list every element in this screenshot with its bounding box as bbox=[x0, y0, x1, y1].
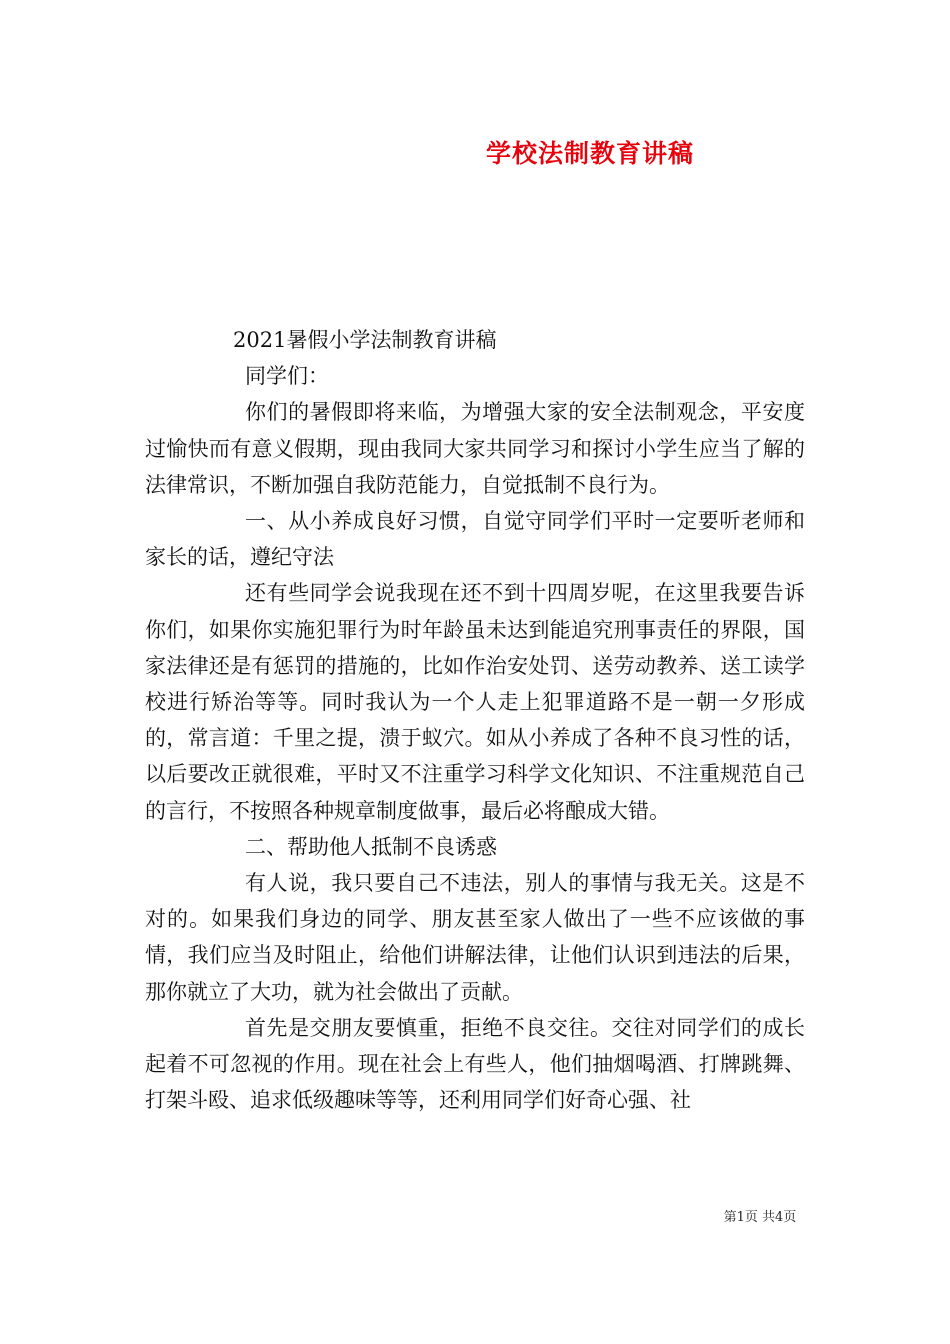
document-title: 学校法制教育讲稿 bbox=[485, 139, 694, 168]
page-number: 第1页 共4页 bbox=[723, 1210, 797, 1225]
paragraph: 有人说，我只要自己不违法，别人的事情与我无关。这是不对的。如果我们身边的同学、朋友甚至家人做出了一些不应该做的事情，我们应当及时阻止，给他们讲解法律，让他们认识到违法的后果，那你就立了大功，就为社会做出了贡献。 bbox=[145, 871, 805, 1004]
document-subtitle: 2021暑假小学法制教育讲稿 bbox=[233, 328, 497, 352]
paragraph: 首先是交朋友要慎重，拒绝不良交往。交往对同学们的成长起着不可忽视的作用。现在社会上有些人，他们抽烟喝酒、打牌跳舞、打架斗殴、追求低级趣味等等，还利用同学们好奇心强、社 bbox=[145, 1015, 805, 1113]
section-heading: 二、帮助他人抵制不良诱惑 bbox=[245, 834, 497, 859]
paragraph: 你们的暑假即将来临，为增强大家的安全法制观念，平安度过愉快而有意义假期，现由我同大家共同学习和探讨小学生应当了解的法律常识，不断加强自我防范能力，自觉抵制不良行为。 bbox=[145, 400, 805, 497]
greeting: 同学们： bbox=[245, 364, 329, 389]
document-body bbox=[145, 322, 805, 1118]
paragraph: 还有些同学会说我现在还不到十四周岁呢，在这里我要告诉你们，如果你实施犯罪行为时年龄虽未达到能追究刑事责任的界限，国家法律还是有惩罚的措施的，比如作治安处罚、送劳动教养、送工读学校进行矫治等等。同时我认为一个人走上犯罪道路不是一朝一夕形成的，常言道：千里之提，溃于蚁穴。如从小养成了各种不良习性的话，以后要改正就很难，平时又不注重学习科学文化知识、不注重规范自己的言行，不按照各种规章制度做事，最后必将酿成大错。 bbox=[145, 581, 805, 823]
section-heading: 一、从小养成良好习惯，自觉守同学们平时一定要听老师和家长的话，遵纪守法 bbox=[145, 509, 805, 570]
